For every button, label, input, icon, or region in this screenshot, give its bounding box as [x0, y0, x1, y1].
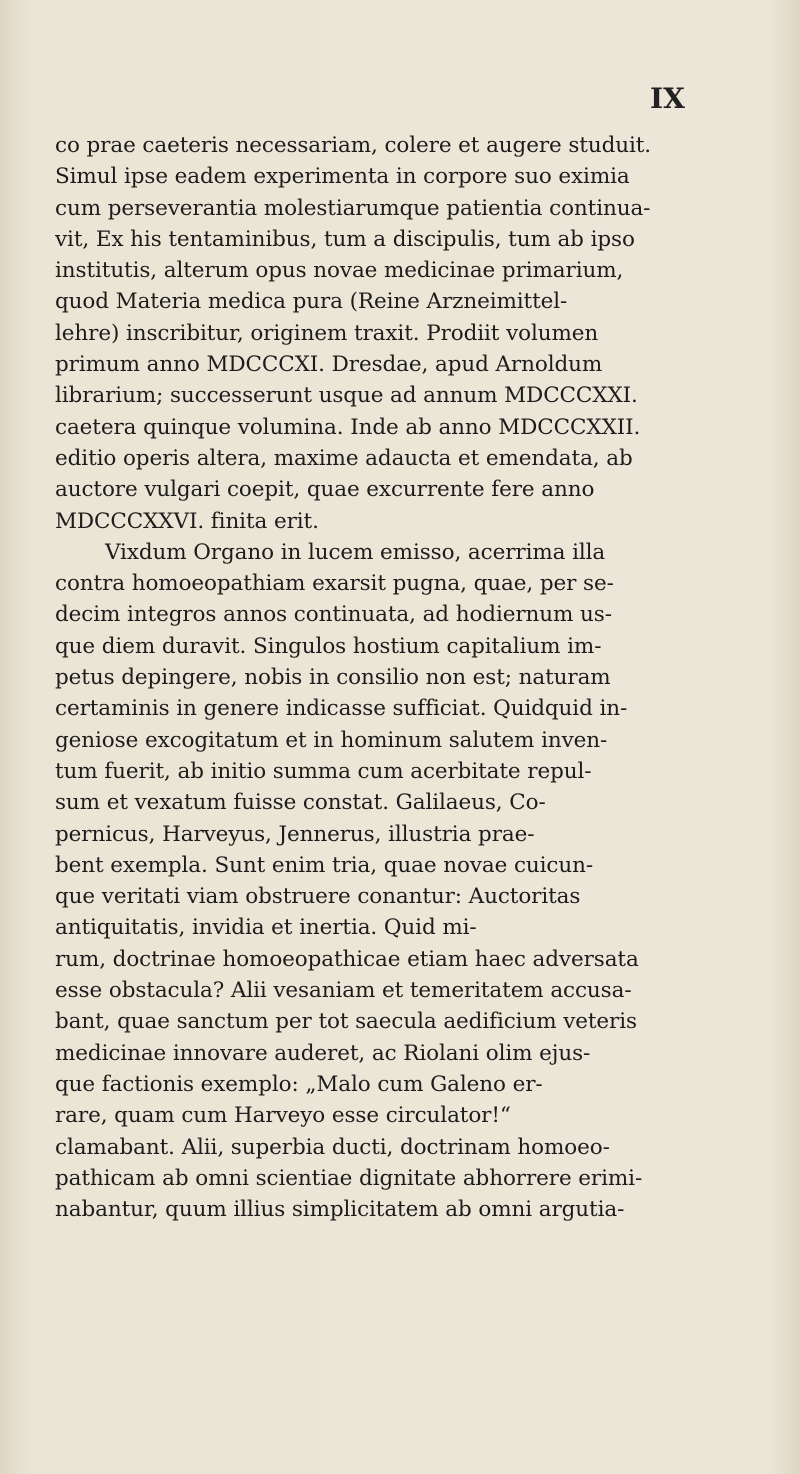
text-line: quod Materia medica pura (Reine Arzneimittel-: [55, 289, 568, 315]
text-line: rum, doctrinae homoeopathicae etiam haec adversata: [55, 946, 639, 972]
text-line: primum anno MDCCCXI. Dresdae, apud Arnoldum: [55, 352, 603, 378]
page-number: IX: [650, 82, 685, 115]
text-line: pathicam ab omni scientiae dignitate abhorrere erimi-: [55, 1165, 643, 1191]
text-line: decim integros annos continuata, ad hodiernum us-: [55, 602, 612, 628]
text-line: certaminis in genere indicasse sufficiat. Quidquid in-: [55, 696, 628, 722]
text-line: antiquitatis, invidia et inertia. Quid mi-: [55, 915, 477, 941]
text-line: cum perseverantia molestiarumque patientia continua-: [55, 195, 651, 221]
text-line: auctore vulgari coepit, quae excurrente fere anno: [55, 477, 595, 503]
text-line: petus depingere, nobis in consilio non est; naturam: [55, 665, 611, 691]
text-line: que veritati viam obstruere conantur: Auctoritas: [55, 884, 581, 910]
text-line: rare, quam cum Harveyo esse circulator!“: [55, 1103, 511, 1129]
text-line: sum et vexatum fuisse constat. Galilaeus, Co-: [55, 790, 546, 816]
text-line: medicinae innovare auderet, ac Riolani olim ejus-: [55, 1040, 591, 1066]
body-text: [55, 130, 775, 1225]
text-line: bent exempla. Sunt enim tria, quae novae cuicun-: [55, 852, 594, 878]
text-line: MDCCCXXVI. finita erit.: [55, 508, 319, 534]
text-line: institutis, alterum opus novae medicinae primarium,: [55, 258, 624, 284]
text-line: esse obstacula? Alii vesaniam et temeritatem accusa-: [55, 978, 632, 1004]
text-line: vit, Ex his tentaminibus, tum a discipulis, tum ab ipso: [55, 226, 635, 252]
text-line: editio operis altera, maxime adaucta et emendata, ab: [55, 445, 633, 471]
text-line: librarium; successerunt usque ad annum MDCCCXXI.: [55, 383, 638, 409]
text-line: contra homoeopathiam exarsit pugna, quae, per se-: [55, 571, 614, 597]
text-line: clamabant. Alii, superbia ducti, doctrinam homoeo-: [55, 1134, 610, 1160]
text-line: tum fuerit, ab initio summa cum acerbitate repul-: [55, 758, 592, 784]
text-line: co prae caeteris necessariam, colere et augere studuit.: [55, 133, 652, 158]
text-line: geniose excogitatum et in hominum salutem inven-: [55, 727, 608, 753]
text-line: pernicus, Harveyus, Jennerus, illustria prae-: [55, 821, 535, 847]
text-line: nabantur, quum illius simplicitatem ab omni argutia-: [55, 1197, 625, 1223]
text-line: caetera quinque volumina. Inde ab anno MDCCCXXII.: [55, 414, 641, 440]
text-line: bant, quae sanctum per tot saecula aedificium veteris: [55, 1009, 637, 1035]
text-line: que factionis exemplo: „Malo cum Galeno er-: [55, 1071, 543, 1097]
text-line: que diem duravit. Singulos hostium capitalium im-: [55, 633, 602, 659]
text-line: lehre) inscribitur, originem traxit. Prodiit volumen: [55, 320, 599, 346]
text-line: Vixdum Organo in lucem emisso, acerrima illa: [105, 539, 606, 565]
text-line: Simul ipse eadem experimenta in corpore suo eximia: [55, 164, 630, 190]
